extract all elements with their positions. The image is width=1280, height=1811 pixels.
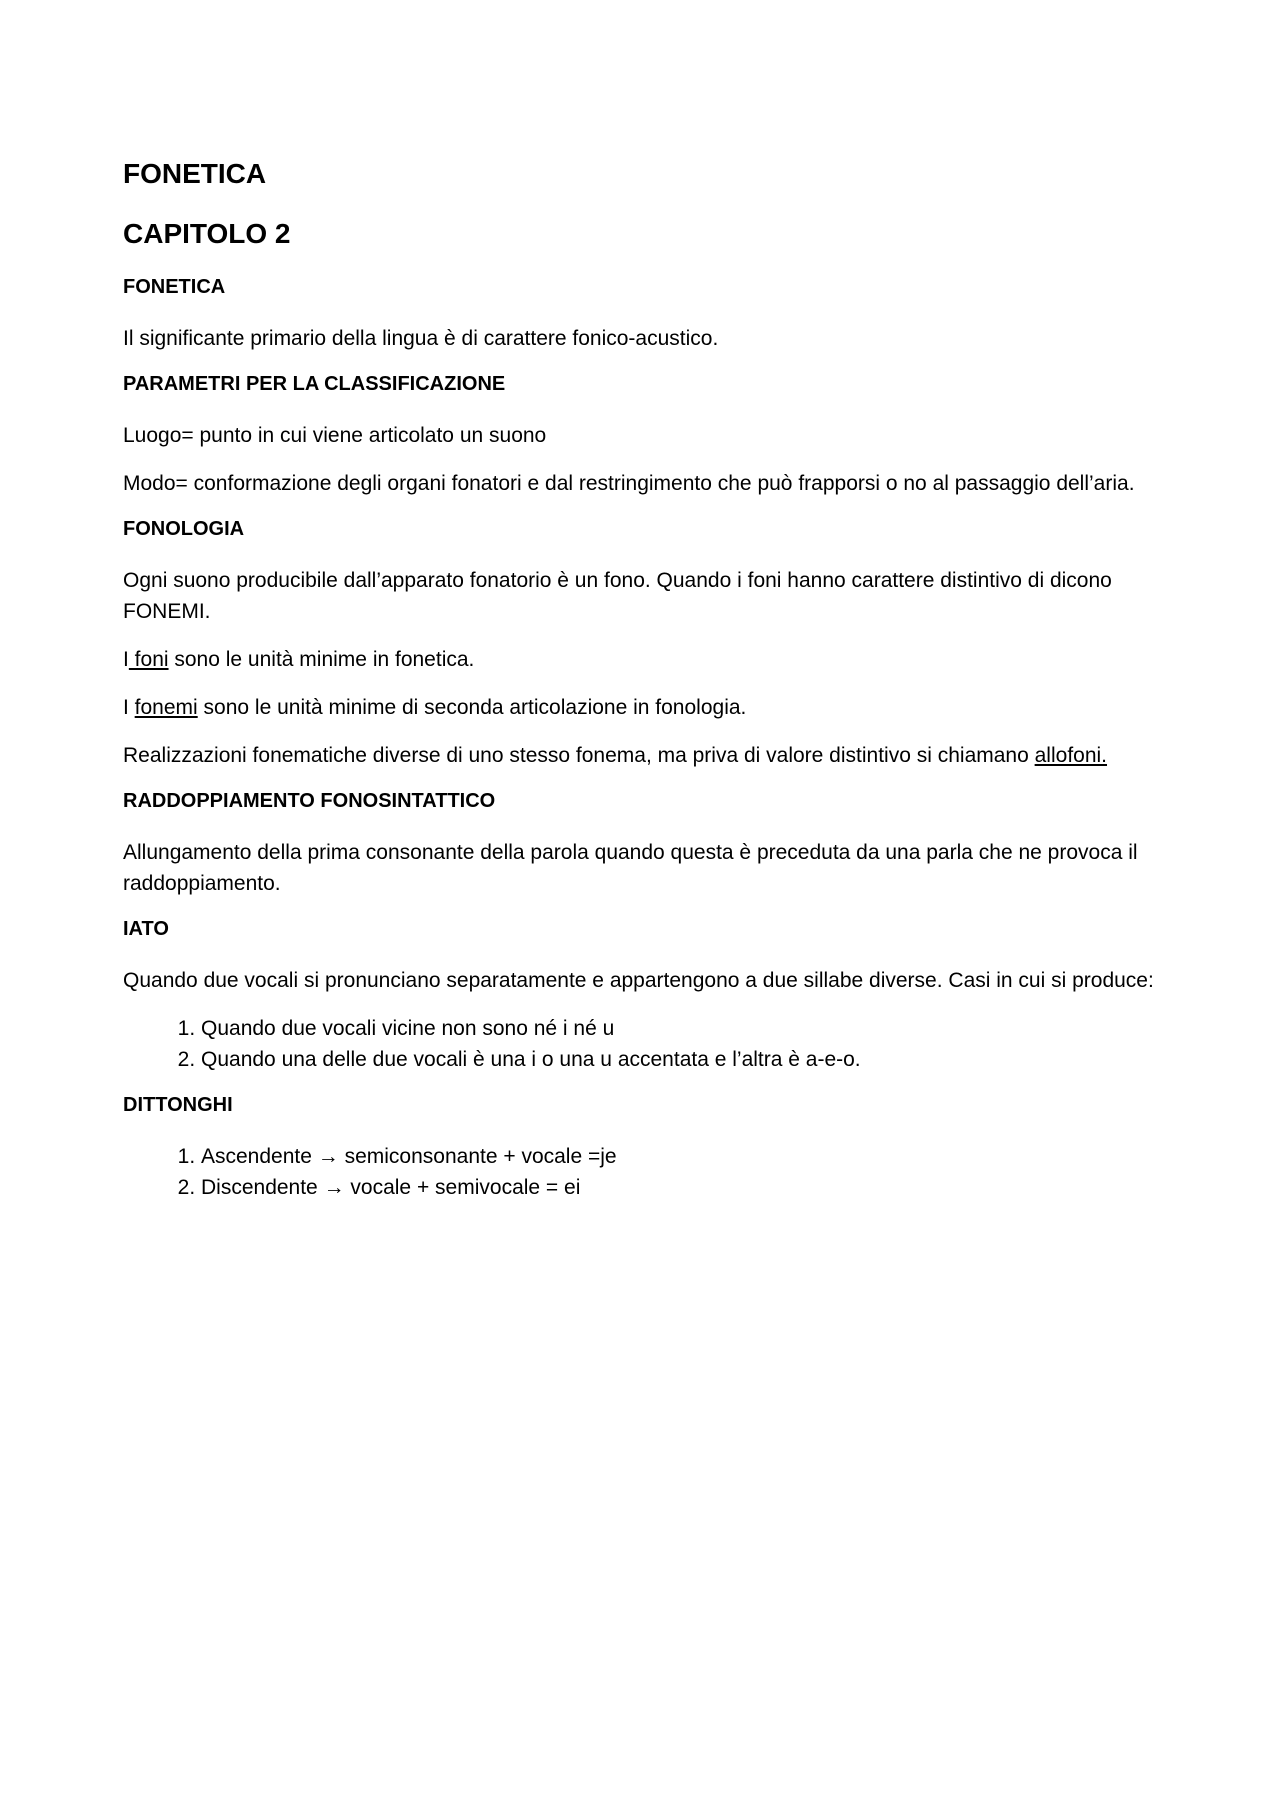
paragraph-foni [123, 644, 1173, 675]
document-page [123, 156, 1173, 1220]
paragraph-iato: Quando due vocali si pronunciano separatamente e appartengono a due sillabe diverse. Casi in cui si produce: [123, 969, 1154, 992]
list-item: 2. Quando una delle due vocali è una i o una u accentata e l’altra è a-e-o. [201, 1044, 1173, 1075]
list-item: 1. Quando due vocali vicine non sono né i né u [201, 1013, 1173, 1044]
paragraph-fonetica: Il significante primario della lingua è di carattere fonico-acustico. [123, 327, 719, 350]
section-heading-fonetica: FONETICA [123, 276, 226, 298]
chapter-heading: CAPITOLO 2 [123, 218, 291, 249]
foni-suffix: sono le unità minime in fonetica. [168, 648, 475, 671]
paragraph-luogo: Luogo= punto in cui viene articolato un suono [123, 424, 547, 447]
list-item: 1. Ascendente → semiconsonante + vocale =je [201, 1141, 1173, 1172]
paragraph-raddoppiamento: Allungamento della prima consonante della parola quando questa è preceduta da una parla che ne provoca il raddoppiamento. [123, 841, 1138, 895]
section-heading-raddoppiamento: RADDOPPIAMENTO FONOSINTATTICO [123, 790, 496, 812]
paragraph-fonemi [123, 692, 1173, 723]
allofoni-term: allofoni. [1034, 744, 1108, 767]
paragraph-modo: Modo= conformazione degli organi fonatori e dal restringimento che può frapporsi o no al passaggio dell’aria. [123, 472, 1135, 495]
dittonghi-list [123, 1141, 1173, 1203]
section-heading-fonologia: FONOLOGIA [123, 518, 245, 540]
fonemi-suffix: sono le unità minime di seconda articolazione in fonologia. [197, 696, 747, 719]
section-heading-iato: IATO [123, 918, 169, 940]
fonemi-prefix: I [123, 696, 135, 719]
foni-term: foni [128, 648, 169, 671]
paragraph-fonologia: Ogni suono producibile dall’apparato fonatorio è un fono. Quando i foni hanno carattere distintivo di dicono FONEMI. [123, 569, 1112, 623]
section-heading-parametri: PARAMETRI PER LA CLASSIFICAZIONE [123, 373, 506, 395]
document-title: FONETICA [123, 158, 267, 189]
list-item: 2. Discendente → vocale + semivocale = ei [201, 1172, 1173, 1203]
iato-list [123, 1013, 1173, 1075]
paragraph-allofoni [123, 740, 1173, 771]
section-heading-dittonghi: DITTONGHI [123, 1094, 233, 1116]
foni-prefix: I [123, 648, 129, 671]
allofoni-prefix: Realizzazioni fonematiche diverse di uno stesso fonema, ma priva di valore distintivo si chiamano [123, 744, 1035, 767]
fonemi-term: fonemi [134, 696, 198, 719]
